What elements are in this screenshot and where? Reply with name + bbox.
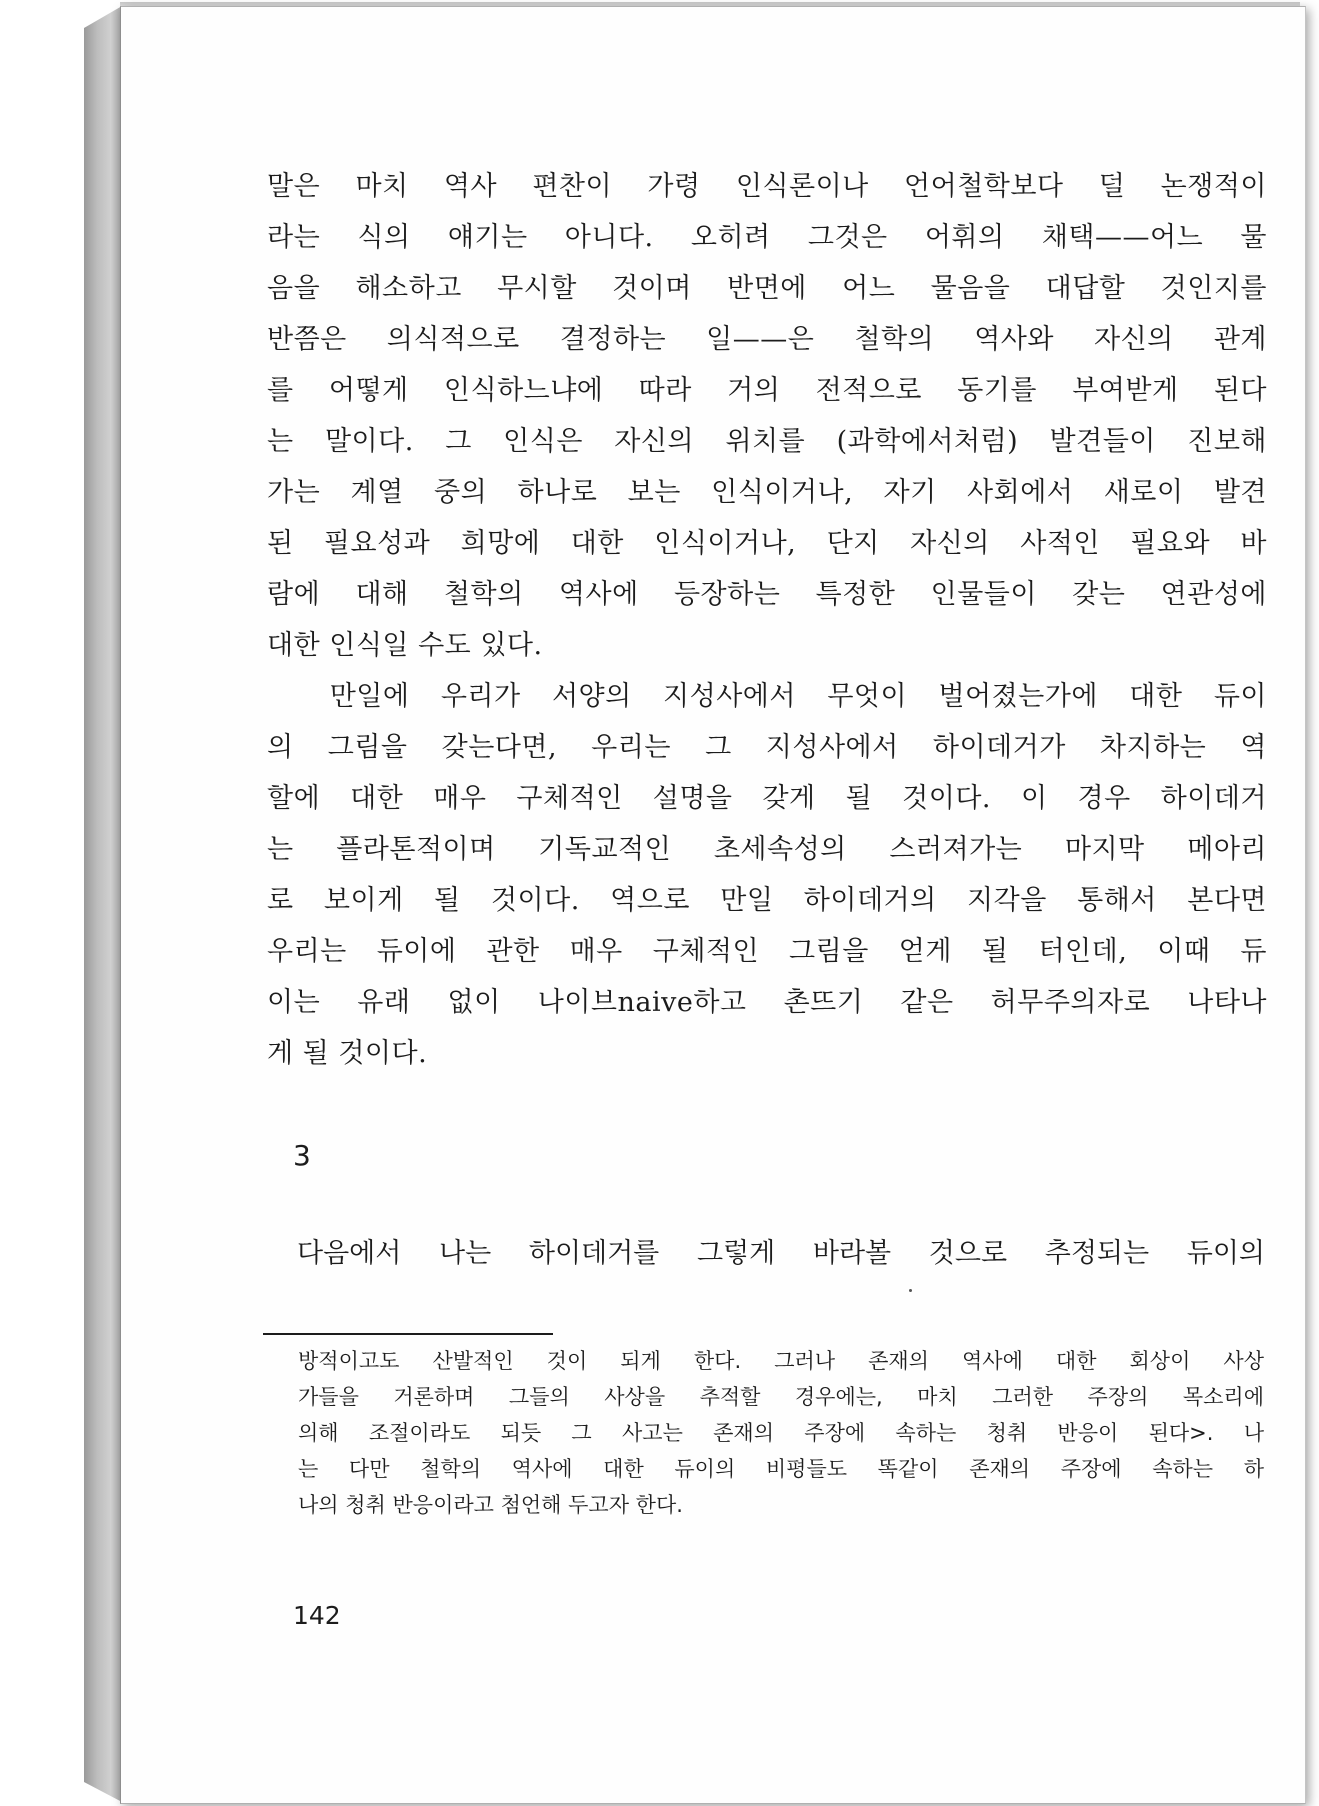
footnote: [298, 1343, 1264, 1523]
book-page: [120, 6, 1306, 1804]
section-number: 3: [293, 1139, 311, 1172]
body-text: [267, 161, 1267, 1079]
footnote-line: 의해 조절이라도 되듯 그 사고는 존재의 주장에 속하는 청취 반응이 된다>. 나: [298, 1421, 1264, 1445]
body-line: 음을 해소하고 무시할 것이며 반면에 어느 물음을 대답할 것인지를: [267, 273, 1267, 304]
body-line: 게 될 것이다.: [267, 1038, 428, 1069]
footnote-rule: [263, 1333, 553, 1335]
body-line: 대한 인식일 수도 있다.: [267, 630, 543, 661]
body-line: 는 플라톤적이며 기독교적인 초세속성의 스러져가는 마지막 메아리: [267, 834, 1267, 865]
body-line: 이는 유래 없이 나이브naive하고 촌뜨기 같은 허무주의자로 나타나: [267, 987, 1267, 1018]
footnote-line: 나의 청취 반응이라고 첨언해 두고자 한다.: [298, 1493, 683, 1517]
ink-dot: [909, 1289, 912, 1292]
body-line: 말은 마치 역사 편찬이 가령 인식론이나 언어철학보다 덜 논쟁적이: [267, 171, 1267, 202]
footnote-line: 는 다만 철학의 역사에 대한 듀이의 비평들도 똑같이 존재의 주장에 속하는 하: [298, 1457, 1264, 1481]
body-line: 우리는 듀이에 관한 매우 구체적인 그림을 얻게 될 터인데, 이때 듀: [267, 936, 1267, 967]
body-line: 로 보이게 될 것이다. 역으로 만일 하이데거의 지각을 통해서 본다면: [267, 885, 1267, 916]
footnote-line: 방적이고도 산발적인 것이 되게 한다. 그러나 존재의 역사에 대한 회상이 사상: [298, 1349, 1264, 1373]
page-number: 142: [293, 1601, 341, 1630]
body-line: 의 그림을 갖는다면, 우리는 그 지성사에서 하이데거가 차지하는 역: [267, 732, 1267, 763]
body-line: 반쯤은 의식적으로 결정하는 일——은 철학의 역사와 자신의 관계: [267, 324, 1267, 355]
book-spine: [84, 6, 122, 1802]
footnote-line: 가들을 거론하며 그들의 사상을 추적할 경우에는, 마치 그러한 주장의 목소리에: [298, 1385, 1264, 1409]
body-line: 가는 계열 중의 하나로 보는 인식이거나, 자기 사회에서 새로이 발견: [267, 477, 1267, 508]
body-line: 된 필요성과 희망에 대한 인식이거나, 단지 자신의 사적인 필요와 바: [267, 528, 1267, 559]
body-line: 라는 식의 얘기는 아니다. 오히려 그것은 어휘의 채택——어느 물: [267, 222, 1267, 253]
body-line: 할에 대한 매우 구체적인 설명을 갖게 될 것이다. 이 경우 하이데거: [267, 783, 1267, 814]
body-line: 람에 대해 철학의 역사에 등장하는 특정한 인물들이 갖는 연관성에: [267, 579, 1267, 610]
body-line: 는 말이다. 그 인식은 자신의 위치를 (과학에서처럼) 발견들이 진보해: [267, 426, 1267, 457]
body-line: 만일에 우리가 서양의 지성사에서 무엇이 벌어졌는가에 대한 듀이: [267, 681, 1267, 712]
section-first-line: 다음에서 나는 하이데거를 그렇게 바라볼 것으로 추정되는 듀이의: [297, 1238, 1265, 1269]
body-line: 를 어떻게 인식하느냐에 따라 거의 전적으로 동기를 부여받게 된다: [267, 375, 1267, 406]
